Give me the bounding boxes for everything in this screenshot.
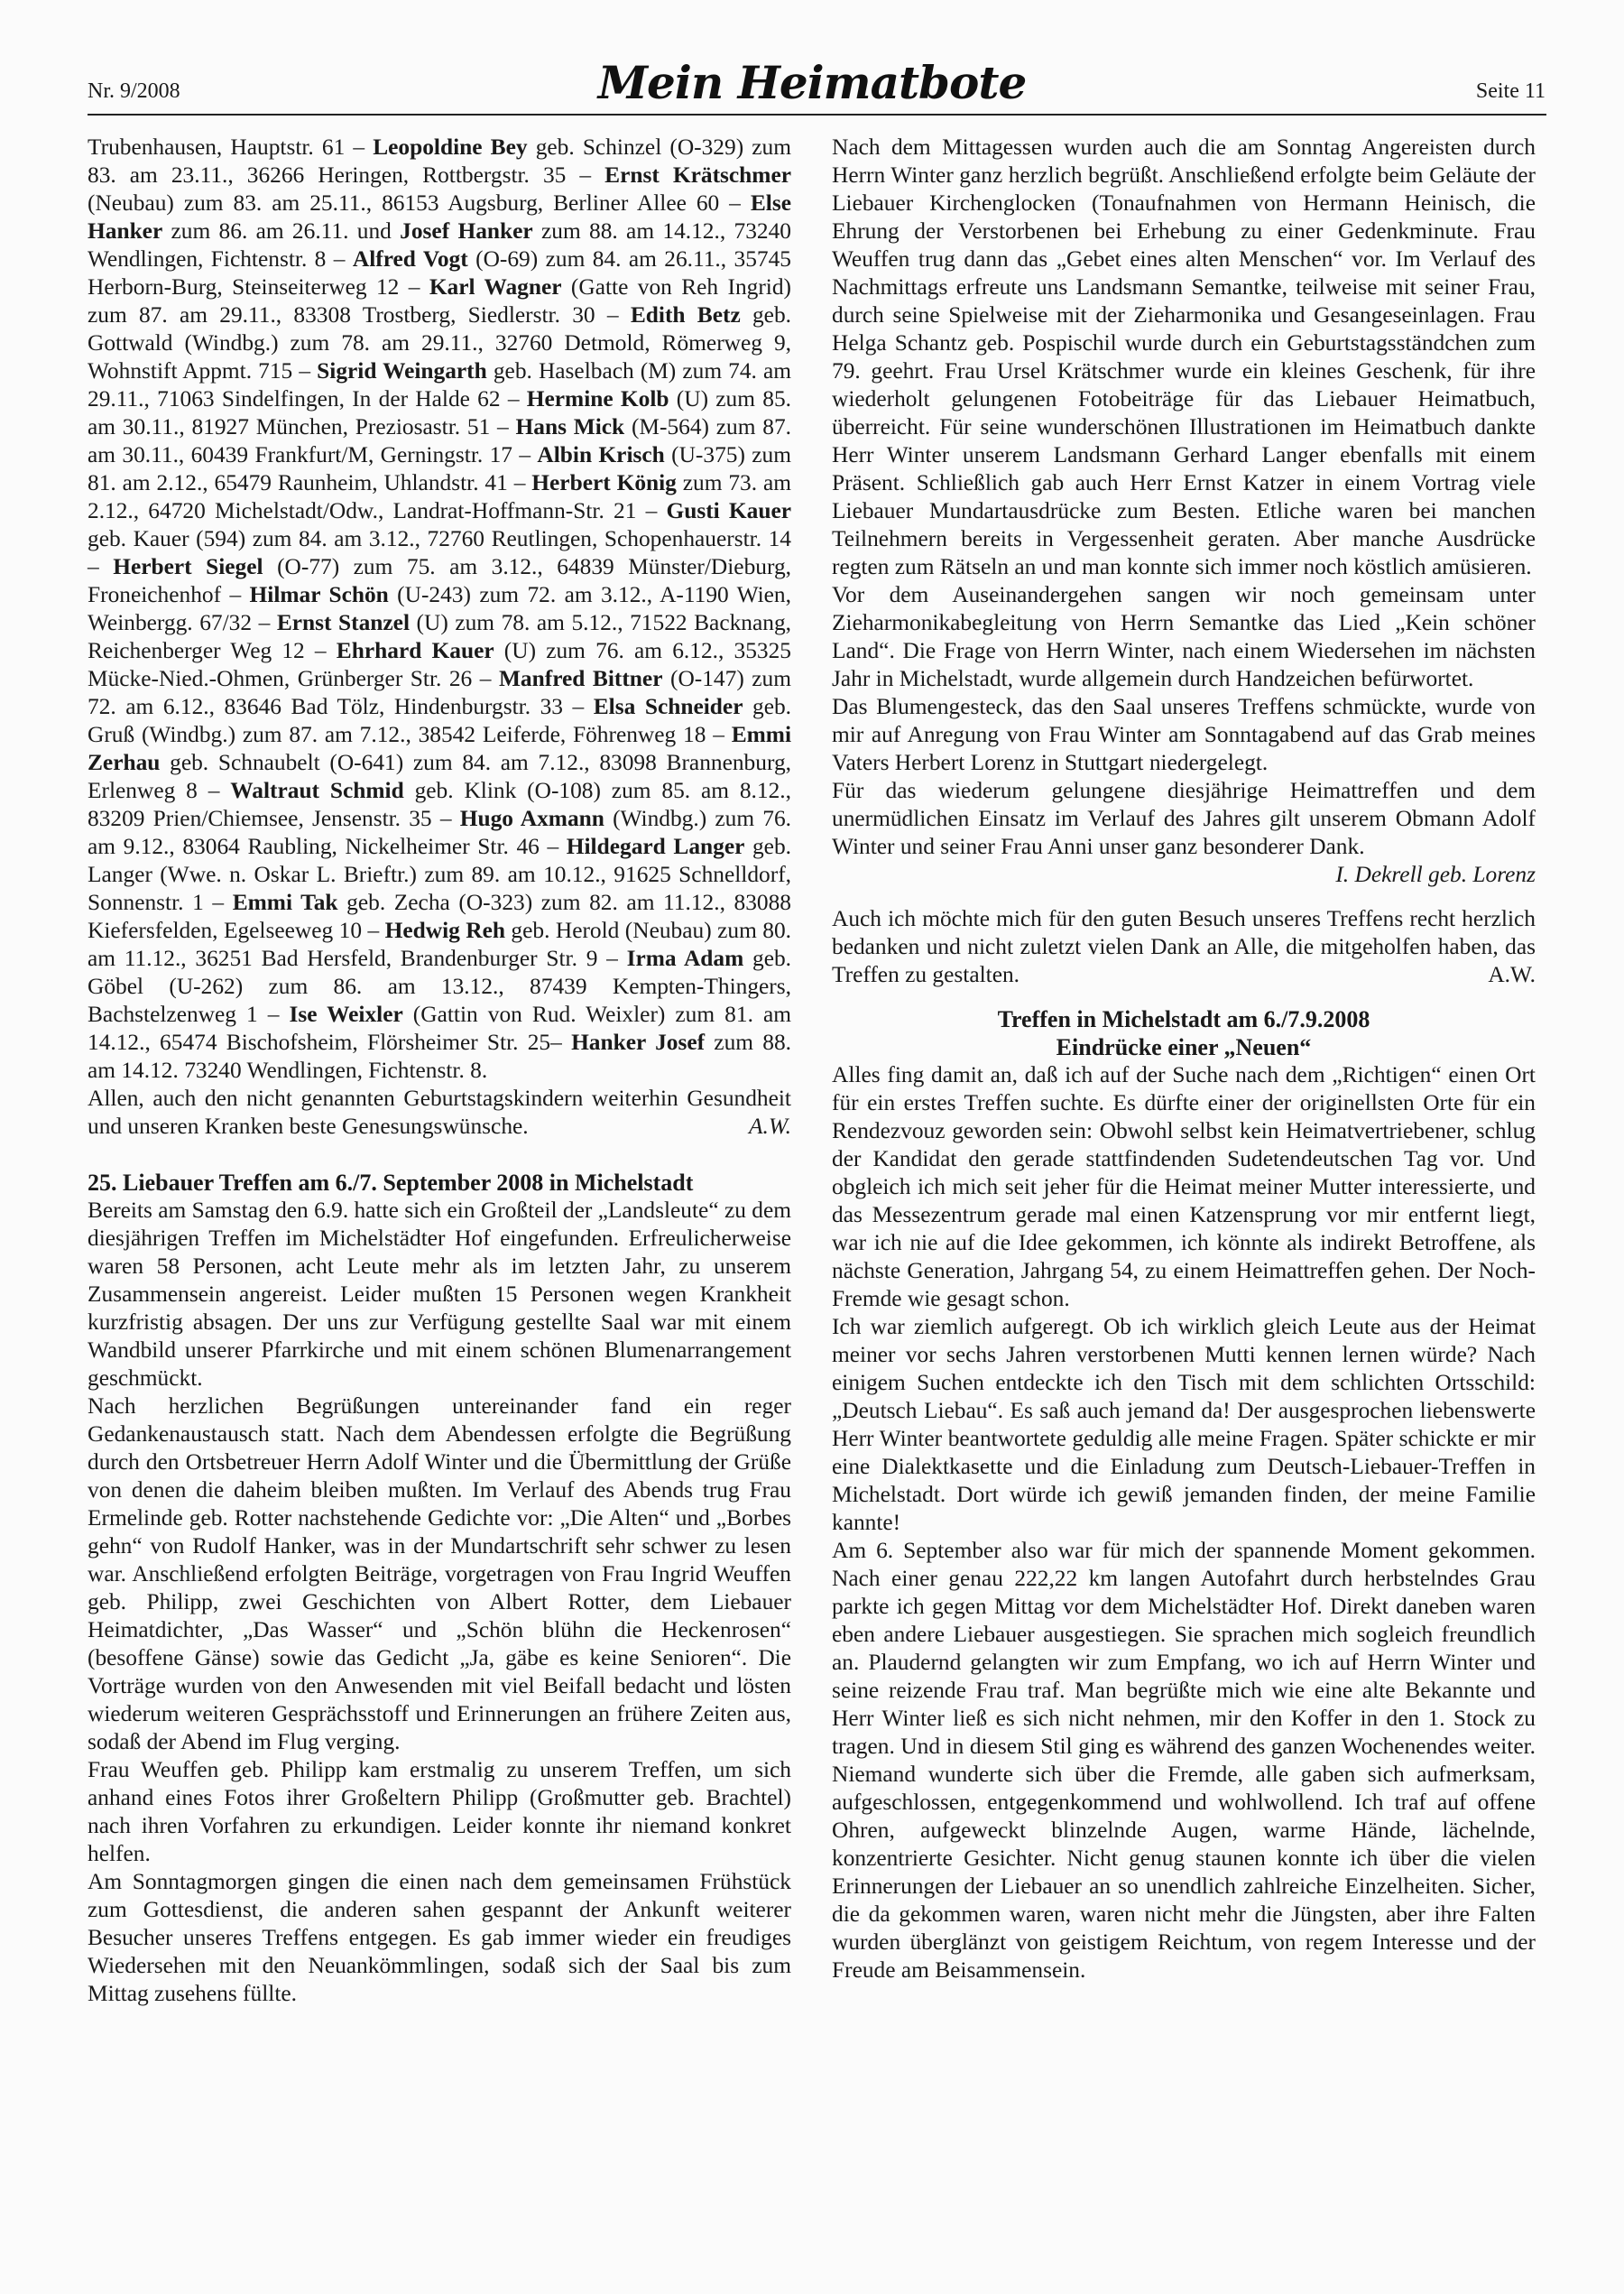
issue-number: Nr. 9/2008 <box>88 79 180 103</box>
birthday-name: Herbert Siegel <box>113 554 263 579</box>
right-column <box>832 134 1536 1984</box>
birthday-details: (U) zum 85. am 30.11., 81927 München, Preziosastr. 51 – <box>88 386 791 439</box>
birthday-name: Alfred Vogt <box>352 246 468 272</box>
birthday-details: zum 88. am 14.12., 73240 Wendlingen, Fichtenstr. 8 – <box>88 218 791 272</box>
birthday-details: (U) zum 78. am 5.12., 71522 Backnang, Reichenberger Weg 12 – <box>88 610 791 663</box>
birthday-details: (O-69) zum 84. am 26.11., 35745 Herborn-Burg, Steinseiterweg 12 – <box>88 246 792 300</box>
birthday-name: Albin Krisch <box>537 442 665 467</box>
birthday-name: Hanker Josef <box>571 1030 706 1055</box>
birthday-details: (Gattin von Rud. Weixler) zum 81. am 14.12., 65474 Bischofsheim, Flörsheimer Str. 25– <box>88 1002 791 1055</box>
birthday-name: Hildegard Langer <box>566 834 745 859</box>
birthday-name: Karl Wagner <box>429 274 562 300</box>
thanks-signature: A.W. <box>1488 962 1536 987</box>
birthday-details: geb. Göbel (U-262) zum 86. am 13.12., 87439 Kempten-Thingers, Bachstelzenweg 1 – <box>88 946 792 1027</box>
birthday-name: Else Hanker <box>88 190 791 244</box>
birthday-details: Trubenhausen, Hauptstr. 61 – <box>88 134 374 160</box>
birthday-details: (M-564) zum 87. am 30.11., 60439 Frankfurt/M, Gerningstr. 17 – <box>88 414 791 467</box>
birthday-details: geb. Klink (O-108) zum 85. am 8.12., 83209 Prien/Chiemsee, Jensenstr. 35 – <box>88 778 791 831</box>
birthday-details: (Windbg.) zum 76. am 9.12., 83064 Raubling, Nickelheimer Str. 46 – <box>88 806 792 859</box>
birthday-details: geb. Gruß (Windbg.) zum 87. am 7.12., 38542 Leiferde, Föhrenweg 18 – <box>88 694 792 747</box>
spacer <box>832 989 1536 1005</box>
article2-paragraph: Am 6. September also war für mich der spannende Moment gekommen. Nach einer genau 222,22 km langen Autofahrt durch herbstelndes Grau parkte ich gegen Mittag vor dem Michelstädter Hof. Direkt daneben waren eben andere Liebauer ausgestiegen. Sie sprachen mich sogleich freundlich an. Plaudernd gelangten wir zum Empfang, wo ich auf Herrn Winter und seine reizende Frau traf. Man begrüßte mich wie eine alte Bekannte und Herr Winter ließ es sich nicht nehmen, mir den Koffer in den 1. Stock zu tragen. Und in diesem Stil ging es während des ganzen Wochenendes weiter. Niemand wunderte sich über die Fremde, alle gaben sich aufmerksam, aufgeschlossen, entgegenkommend und wohlwollend. Ich traf auf offene Ohren, aufgeweckt blinzelnde Augen, warme Hände, lächelnde, konzentrierte Gesichter. Nicht genug staunen konnte ich über die vielen Erinnerungen der Liebauer an so unendlich zahlreiche Einzelheiten. Sicher, die da gekommen waren, waren nicht mehr die Jüngsten, aber ihre Falten wurden überglänzt von geistigem Reichtum, von regem Interesse und der Freude am Beisammensein. <box>832 1538 1536 1983</box>
birthday-details: geb. Gottwald (Windbg.) zum 78. am 29.11., 32760 Detmold, Römerweg 9, Wohnstift Appmt. 715 – <box>88 302 791 384</box>
birthday-name: Waltraut Schmid <box>230 778 404 803</box>
masthead-logo: Mein Heimatbote <box>597 56 1027 109</box>
left-paragraph: Nach herzlichen Begrüßungen untereinander fand ein reger Gedankenaustausch statt. Nach dem Abendessen erfolgte die Begrüßung durch den Ortsbetreuer Herrn Adolf Winter und die Übermittlung der Grüße von denen die daheim bleiben mußten. Im Verlauf des Abends trug Frau Ermelinde geb. Rotter nachstehende Gedichte vor: „Die Alten“ und „Borbes gehn“ von Rudolf Hanker, was in der Mundartschrift sehr schwer zu lesen war. Anschließend erfolgten Beiträge, vorgetragen von Frau Ingrid Weuffen geb. Philipp, zwei Geschichten von Albert Rotter, dem Liebauer Heimatdichter, „Das Wasser“ und „Schön blühn die Heckenrosen“ (besoffene Gänse) sowie das Gedicht „Ja, gäbe es keine Senioren“. Die Vorträge wurden von den Anwesenden mit viel Beifall bedacht und lösten wiederum weiteren Gesprächsstoff und Erinnerungen an frühere Zeiten aus, sodaß der Abend im Flug verging. <box>88 1393 791 1754</box>
birthday-name: Emmi Zerhau <box>88 722 791 775</box>
birthday-details: geb. Haselbach (M) zum 74. am 29.11., 71063 Sindelfingen, In der Halde 62 – <box>88 358 791 412</box>
author-signature: I. Dekrell geb. Lorenz <box>1335 862 1536 887</box>
birthday-list <box>88 134 791 1085</box>
birthday-name: Gusti Kauer <box>666 498 791 523</box>
birthday-details: geb. Herold (Neubau) zum 80. am 11.12., 36251 Bad Hersfeld, Brandenburger Str. 9 – <box>88 918 791 971</box>
left-paragraph: Frau Weuffen geb. Philipp kam erstmalig zu unserem Treffen, um sich anhand eines Fotos ihrer Großeltern Philipp (Großmutter geb. Brachtel) nach ihren Vorfahren zu erkundigen. Leider konnte ihr niemand konkret helfen. <box>88 1757 791 1866</box>
article-heading: 25. Liebauer Treffen am 6./7. September 2008 in Michelstadt <box>88 1170 694 1196</box>
closing-text: Allen, auch den nicht genannten Geburtstagskindern weiterhin Gesundheit und unseren Kranken beste Genesungswünsche. <box>88 1086 791 1139</box>
birthday-name: Edith Betz <box>630 302 741 328</box>
thanks-paragraph: Auch ich möchte mich für den guten Besuch unseres Treffens recht herzlich bedanken und nicht zuletzt vielen Dank an Alle, die mitgeholfen haben, das Treffen zu gestalten. <box>832 906 1536 987</box>
birthday-name: Hugo Axmann <box>459 806 604 831</box>
birthday-name: Sigrid Weingarth <box>317 358 487 384</box>
birthday-name: Ernst Krätschmer <box>604 162 791 188</box>
birthday-name: Irma Adam <box>626 946 744 971</box>
birthday-details: (Neubau) zum 83. am 25.11., 86153 Augsburg, Berliner Allee 60 – <box>88 190 751 216</box>
birthday-details: geb. Langer (Wwe. n. Oskar L. Brieftr.) zum 89. am 10.12., 91625 Schnelldorf, Sonnenstr. 1 – <box>88 834 791 915</box>
header-rule <box>88 114 1546 116</box>
spacer <box>832 889 1536 905</box>
birthday-name: Leopoldine Bey <box>373 134 528 160</box>
birthday-details: geb. Schnaubelt (O-641) zum 84. am 7.12., 83098 Brannenburg, Erlenweg 8 – <box>88 750 791 803</box>
birthday-details: geb. Schinzel (O-329) zum 83. am 23.11., 36266 Heringen, Rottbergstr. 35 – <box>88 134 791 188</box>
birthday-name: Elsa Schneider <box>593 694 743 719</box>
birthday-details: (O-77) zum 75. am 3.12., 64839 Münster/Dieburg, Froneichenhof – <box>88 554 791 607</box>
birthday-closing <box>88 1085 791 1141</box>
birthday-name: Ernst Stanzel <box>276 610 411 635</box>
right-paragraph: Nach dem Mittagessen wurden auch die am Sonntag Angereisten durch Herrn Winter ganz herzlich begrüßt. Anschließend erfolgte beim Geläute der Liebauer Kirchenglocken (Tonaufnahmen von Hermann Heinisch, die Ehrung der Verstorbenen bei Erhebung zu einer Gedenkminute. Frau Weuffen trug dann das „Gebet eines alten Menschen“ vor. Im Verlauf des Nachmittags erfreute uns Landsmann Semantke, teilweise mit seiner Frau, durch seine Spielweise mit der Zieharmonika und Gesangeseinlagen. Frau Helga Schantz geb. Pospischil wurde durch ein Geburtstagsständchen zum 79. geehrt. Frau Ursel Krätschmer wurde ein kleines Geschenk, für ihre wiederholt gelungenen Fotobeiträge für das Liebauer Heimatbuch, überreicht. Für seine wunderschönen Illustrationen im Heimatbuch dankte Herr Winter unserem Landsmann Gerhard Langer ebenfalls mit einem Präsent. Schließlich gab auch Herr Ernst Katzer in einem Vortrag viele Liebauer Mundartausdrücke zum Besten. Etliche waren bei manchen Teilnehmern bereits in Vergessenheit geraten. Aber manche Ausdrücke regten zum Rätseln an und man konnte sich immer noch köstlich amüsieren. <box>832 134 1536 579</box>
birthday-details: zum 88. am 14.12. 73240 Wendlingen, Fichtenstr. 8. <box>88 1030 791 1083</box>
birthday-details: geb. Kauer (594) zum 84. am 3.12., 72760 Reutlingen, Schopenhauerstr. 14 – <box>88 526 791 579</box>
article2-heading-2: Eindrücke einer „Neuen“ <box>1056 1034 1312 1060</box>
left-paragraph: Am Sonntagmorgen gingen die einen nach dem gemeinsamen Frühstück zum Gottesdienst, die anderen sahen gespannt der Ankunft weiterer Besucher unseres Treffens entgegen. Es gab immer wieder ein freudiges Wiedersehen mit den Neuankömmlingen, sodaß sich der Saal bis zum Mittag zusehens füllte. <box>88 1869 791 2006</box>
birthday-details: (Gatte von Reh Ingrid) zum 87. am 29.11., 83308 Trostberg, Siedlerstr. 30 – <box>88 274 791 328</box>
birthday-name: Ise Weixler <box>289 1002 403 1027</box>
left-column <box>88 134 791 2008</box>
article2-paragraph: Ich war ziemlich aufgeregt. Ob ich wirklich gleich Leute aus der Heimat meiner vor sechs Jahren verstorbenen Mutti kennen lernen würde? Nach einigem Suchen entdeckte ich den Tisch mit dem schlichten Ortsschild: „Deutsch Liebau“. Es saß auch jemand da! Der ausgesprochen liebenswerte Herr Winter beantwortete geduldig alle meine Fragen. Später schickte er mir eine Dialektkasette und die Einladung zum Deutsch-Liebauer-Treffen in Michelstadt. Dort würde ich gewiß jemanden finden, der meine Familie kannte! <box>832 1314 1536 1535</box>
right-paragraph: Vor dem Auseinandergehen sangen wir noch gemeinsam unter Zieharmonikabegleitung von Herrn Semantke das Lied „Kein schöner Land“. Die Frage von Herrn Winter, nach einem Wiedersehen im nächsten Jahr in Michelstadt, wurde allgemein durch Handzeichen befürwortet. <box>832 582 1536 691</box>
closing-signature: A.W. <box>748 1114 791 1139</box>
right-paragraph: Für das wiederum gelungene diesjährige Heimattreffen und dem unermüdlichen Einsatz im Verlauf des Jahres gilt unserem Obmann Adolf Winter und seiner Frau Anni unser ganz besonderer Dank. <box>832 778 1536 859</box>
birthday-name: Emmi Tak <box>232 890 338 915</box>
birthday-details: zum 86. am 26.11. und <box>162 218 401 244</box>
birthday-name: Herbert König <box>531 470 677 495</box>
birthday-name: Ehrhard Kauer <box>336 638 494 663</box>
spacer <box>88 1141 791 1169</box>
birthday-details: (U) zum 76. am 6.12., 35325 Mücke-Nied.-Ohmen, Grünberger Str. 26 – <box>88 638 791 691</box>
birthday-name: Hans Mick <box>515 414 625 439</box>
right-paragraph: Das Blumengesteck, das den Saal unseres Treffens schmückte, wurde von mir auf Anregung von Frau Winter am Sonntagabend auf das Grab meines Vaters Herbert Lorenz in Stuttgart niedergelegt. <box>832 694 1536 775</box>
birthday-name: Hilmar Schön <box>249 582 389 607</box>
page-number: Seite 11 <box>1475 79 1546 103</box>
article2-paragraph: Alles fing damit an, daß ich auf der Suche nach dem „Richtigen“ einen Ort für ein erstes Treffen suchte. Es dürfte einer der originellsten Orte für ein Rendezvouz geworden sein: Obwohl selbst kein Heimatvertriebener, schlug der Kandidat den gerade stattfindenden Sudetendeutschen Tag vor. Und obgleich ich mich seit jeher für die Heimat meiner Mutter interessierte, und das Messezentrum gerade mal einen Katzensprung vor mir entfernt liegt, war ich nie auf die Idee gekommen, ich könnte als indirekt Betroffene, als nächste Generation, Jahrgang 54, zu einem Heimattreffen gehen. Der Noch-Fremde wie gesagt schon. <box>832 1062 1536 1311</box>
birthday-name: Manfred Bittner <box>498 666 663 691</box>
birthday-details: zum 73. am 2.12., 64720 Michelstadt/Odw., Landrat-Hoffmann-Str. 21 – <box>88 470 791 523</box>
birthday-name: Hermine Kolb <box>526 386 669 412</box>
birthday-details: (U-243) zum 72. am 3.12., A-1190 Wien, Weinbergg. 67/32 – <box>88 582 791 635</box>
birthday-details: geb. Zecha (O-323) zum 82. am 11.12., 83088 Kiefersfelden, Egelseeweg 10 – <box>88 890 791 943</box>
birthday-name: Hedwig Reh <box>384 918 505 943</box>
left-paragraph: Bereits am Samstag den 6.9. hatte sich ein Großteil der „Landsleute“ zu dem diesjährigen Treffen im Michelstädter Hof eingefunden. Erfreulicherweise waren 58 Personen, acht Leute mehr als im letzten Jahr, zu unserem Zusammensein angereist. Leider mußten 15 Personen wegen Krankheit kurzfristig absagen. Der uns zur Verfügung gestellte Saal war mit einem Wandbild unserer Pfarrkirche und mit einem schönen Blumenarrangement geschmückt. <box>88 1198 791 1391</box>
article2-heading-1: Treffen in Michelstadt am 6./7.9.2008 <box>997 1006 1370 1032</box>
birthday-details: (U-375) zum 81. am 2.12., 65479 Raunheim, Uhlandstr. 41 – <box>88 442 791 495</box>
birthday-name: Josef Hanker <box>400 218 533 244</box>
birthday-details: (O-147) zum 72. am 6.12., 83646 Bad Tölz, Hindenburgstr. 33 – <box>88 666 791 719</box>
